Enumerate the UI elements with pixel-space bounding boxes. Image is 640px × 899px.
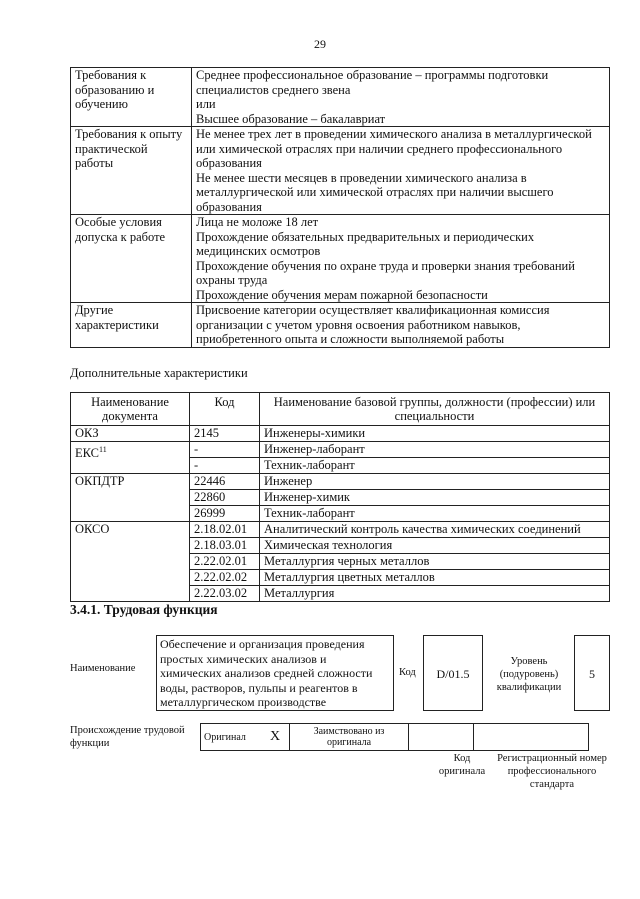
document-name-text: ЕКС: [75, 446, 99, 461]
classifier-name: Инженер: [260, 474, 610, 490]
classifier-code: -: [190, 458, 260, 474]
classifier-name: Металлургия черных металлов: [260, 554, 610, 570]
requirement-label: Другие характеристики: [71, 303, 192, 348]
classifier-name: Техник-лаборант: [260, 458, 610, 474]
classifier-name: Техник-лаборант: [260, 506, 610, 522]
classifier-code: 26999: [190, 506, 260, 522]
classifier-code: 22446: [190, 474, 260, 490]
classifier-code: 2.22.02.01: [190, 554, 260, 570]
document-name: [71, 442, 190, 474]
requirement-row: [71, 303, 610, 348]
requirement-line: или: [196, 97, 216, 111]
requirement-value: [192, 68, 610, 127]
classifier-code: 2.18.02.01: [190, 522, 260, 538]
requirement-row: [71, 127, 610, 215]
requirement-value: [192, 215, 610, 303]
requirement-row: [71, 215, 610, 303]
requirement-line: Лица не моложе 18 лет: [196, 215, 319, 229]
document-name: [71, 426, 190, 442]
header-name: Наименование базовой группы, должности (профессии) или специальности: [260, 393, 610, 426]
classifier-code: 2.22.02.02: [190, 570, 260, 586]
origin-table: [200, 723, 589, 751]
document-name-text: ОКЗ: [75, 426, 99, 440]
borrowed-label: Заимствовано из оригинала: [290, 724, 409, 751]
classifier-name: Химическая технология: [260, 538, 610, 554]
classifier-code: -: [190, 442, 260, 458]
requirement-row: [71, 68, 610, 127]
requirement-line: Среднее профессиональное образование – программы подготовки специалистов среднего звена: [196, 68, 549, 97]
header-code: Код: [190, 393, 260, 426]
classifier-name: Аналитический контроль качества химических соединений: [260, 522, 610, 538]
document-name: [71, 522, 190, 602]
original-code-caption: Код оригинала: [438, 753, 486, 777]
requirement-value: [192, 127, 610, 215]
classifier-code: 22860: [190, 490, 260, 506]
function-code-value: D/01.5: [423, 635, 483, 711]
registration-number-caption: Регистрационный номер профессионального стандарта: [497, 753, 607, 790]
qualification-level-label: Уровень (подуровень) квалификации: [496, 656, 562, 693]
original-code-cell: [409, 724, 474, 751]
classifier-name: Инженер-лаборант: [260, 442, 610, 458]
function-code-label: Код: [399, 667, 416, 678]
classifier-name: Инженеры-химики: [260, 426, 610, 442]
header-document: Наименование документа: [71, 393, 190, 426]
labor-function-title: 3.4.1. Трудовая функция: [70, 602, 218, 617]
table-row: [71, 442, 610, 458]
requirement-line: Прохождение обучения по охране труда и проверки знания требований охраны труда: [196, 258, 575, 287]
table-row: [71, 522, 610, 538]
classifier-name: Инженер-химик: [260, 490, 610, 506]
table-row: [71, 426, 610, 442]
footnote-marker: 11: [99, 445, 107, 454]
requirement-line: Присвоение категории осуществляет квалификационная комиссия организации с учетом уровня освоения работником навыков, приобретенного опыта и сложности выполняемой работы: [196, 303, 550, 346]
classifier-code: 2.18.03.01: [190, 538, 260, 554]
additional-characteristics-table: [70, 392, 610, 602]
classifier-code: 2145: [190, 426, 260, 442]
requirement-line: Высшее образование – бакалавриат: [196, 111, 386, 126]
requirement-line: Не менее трех лет в проведении химического анализа в металлургической или химической отраслях при наличии среднего профессионального образования: [196, 127, 592, 170]
qualification-level-value: 5: [574, 635, 610, 711]
classifier-name: Металлургия: [260, 586, 610, 602]
original-mark: X: [261, 724, 290, 751]
function-name-label: Наименование: [70, 663, 136, 674]
requirement-value: [192, 303, 610, 348]
original-label: Оригинал: [201, 724, 262, 751]
requirement-label: Требования к образованию и обучению: [71, 68, 192, 127]
registration-number-cell: [474, 724, 589, 751]
requirement-line: Прохождение обязательных предварительных и периодических медицинских осмотров: [196, 229, 535, 258]
origin-label: Происхождение трудовой функции: [70, 725, 185, 749]
classifier-code: 2.22.03.02: [190, 586, 260, 602]
requirement-label: Особые условия допуска к работе: [71, 215, 192, 303]
document-name: [71, 474, 190, 522]
requirements-table: [70, 67, 610, 348]
document-name-text: ОКПДТР: [75, 474, 125, 488]
requirement-label: Требования к опыту практической работы: [71, 127, 192, 215]
document-name-text: ОКСО: [75, 522, 110, 536]
table-row: [71, 474, 610, 490]
requirement-line: Не менее шести месяцев в проведении химического анализа в металлургической или химической отраслях при наличии высшего образования: [196, 170, 554, 214]
function-name-value: Обеспечение и организация проведения простых химических анализов и химических анализов средней сложности воды, растворов, пульпы и реагентов в металлургическом производстве: [156, 635, 394, 711]
classifier-name: Металлургия цветных металлов: [260, 570, 610, 586]
additional-characteristics-title: Дополнительные характеристики: [70, 366, 248, 380]
requirement-line: Прохождение обучения мерам пожарной безопасности: [196, 287, 488, 302]
table-header-row: [71, 393, 610, 426]
page-number: 29: [314, 37, 326, 51]
